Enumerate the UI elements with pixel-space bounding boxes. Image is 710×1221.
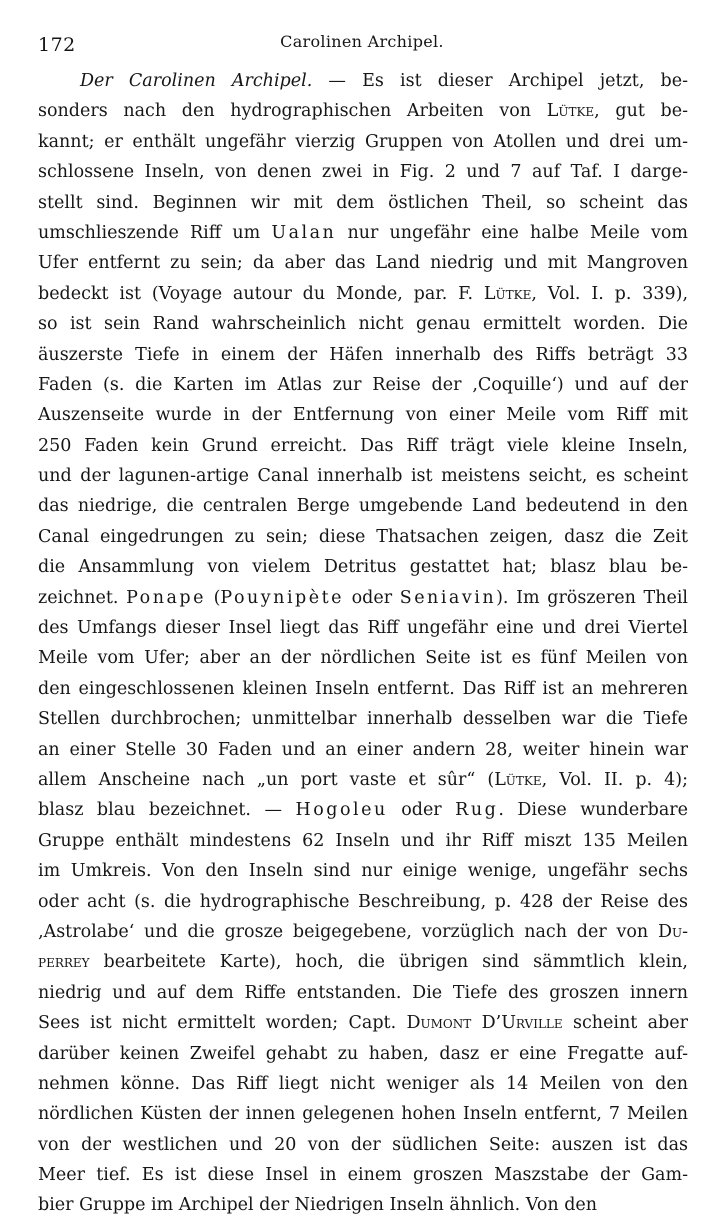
text-line (38, 856, 688, 886)
place-name: Pouynipète (220, 587, 344, 608)
text-segment: Sees ist nicht ermittelt worden; Capt. (38, 1013, 407, 1034)
place-name: Seniavin (399, 587, 497, 608)
text-line (38, 340, 688, 370)
text-line (38, 400, 688, 430)
section-heading: Der Carolinen Archipel. (80, 71, 313, 91)
page-header (32, 30, 692, 60)
author-name: Dumont D’Urville (406, 1013, 563, 1034)
text-line (38, 795, 688, 825)
text-segment: nördlichen Küsten der innen gelegenen hohen Inseln entfernt, 7 Meilen (38, 1104, 688, 1125)
text-segment: des Umfangs dieser Insel liegt das Riff ungefähr eine und drei Viertel (38, 618, 688, 639)
text-line (38, 1099, 688, 1129)
text-segment: , Vol. I. p. 339), (531, 283, 689, 304)
text-segment: Auszenseite wurde in der Entfernung von einer Meile vom Riff mit (38, 405, 688, 426)
text-line (38, 157, 688, 187)
text-line (38, 431, 688, 461)
text-segment: Faden (s. die Karten im Atlas zur Reise der ‚Coquille‘) und auf der (38, 374, 688, 395)
text-segment: , gut be- (594, 101, 689, 122)
text-line (38, 826, 688, 856)
author-name: Lütke (494, 769, 542, 790)
text-segment: ( (205, 587, 221, 608)
author-name: Lütke (483, 283, 532, 304)
place-name: Ualan (271, 222, 337, 243)
text-line (38, 552, 688, 582)
text-line (38, 96, 688, 126)
text-segment: kannt; er enthält ungefähr vierzig Gruppen von Atollen und drei um- (38, 131, 688, 152)
text-line (38, 917, 688, 947)
text-segment: nehmen könne. Das Riff liegt nicht weniger als 14 Meilen von den (38, 1073, 688, 1094)
text-line (38, 1130, 688, 1160)
text-segment: Gruppe enthält mindestens 62 Inseln und ihr Riff miszt 135 Meilen (38, 830, 688, 851)
text-segment: oder (344, 587, 400, 608)
text-segment: niedrig und auf dem Riffe entstanden. Die Tiefe des groszen innern (38, 982, 688, 1003)
text-segment: bearbeitete Karte), hoch, die übrigen sind sämmtlich klein, (89, 952, 688, 973)
text-segment: das niedrige, die centralen Berge umgebende Land bedeutend in den (38, 496, 688, 517)
place-name: Rug (455, 800, 499, 821)
text-segment: so ist sein Rand wahrscheinlich nicht genau ermittelt worden. Die (38, 314, 688, 335)
body-text (38, 66, 688, 1221)
text-line (38, 947, 688, 977)
author-name: perrey (38, 952, 90, 973)
text-line (38, 127, 688, 157)
text-line (38, 1008, 688, 1038)
text-segment: bier Gruppe im Archipel der Niedrigen Inseln ähnlich. Von den (38, 1195, 598, 1216)
text-line (38, 735, 688, 765)
text-segment: scheint aber (562, 1013, 688, 1034)
text-segment: Stellen durchbrochen; unmittelbar innerhalb desselben war die Tiefe (38, 709, 688, 730)
text-line (38, 309, 688, 339)
text-line (38, 613, 688, 643)
text-segment: bedeckt ist (Voyage autour du Monde, par. F. (38, 283, 484, 304)
text-segment: — Es ist dieser Archipel jetzt, be- (312, 71, 689, 91)
text-line (38, 1039, 688, 1069)
text-segment: nur ungefähr eine halbe Meile vom (336, 222, 688, 243)
text-line (38, 188, 688, 218)
text-segment: allem Anscheine nach „un port vaste et sûr“ ( (38, 769, 495, 790)
text-line (38, 704, 688, 734)
text-segment: Ufer entfernt zu sein; da aber das Land niedrig und mit Mangroven (38, 253, 688, 274)
text-segment: Canal eingedrungen zu sein; diese Thatsachen zeigen, dasz die Zeit (38, 526, 688, 547)
text-segment: zeichnet. (38, 587, 127, 608)
text-line (38, 461, 688, 491)
text-line (38, 583, 688, 613)
text-segment: von der westlichen und 20 von der südlichen Seite: auszen ist das (38, 1134, 688, 1155)
text-line (38, 765, 688, 795)
running-title: Carolinen Archipel. (280, 32, 444, 51)
text-segment: an einer Stelle 30 Faden und an einer andern 28, weiter hinein war (38, 739, 688, 760)
place-name: Hogoleu (295, 800, 388, 821)
text-segment: im Umkreis. Von den Inseln sind nur einige wenige, ungefähr sechs (38, 861, 688, 882)
text-segment: . Diese wunderbare (498, 800, 689, 821)
text-segment: sonders nach den hydrographischen Arbeiten von (38, 101, 547, 122)
text-segment: oder (387, 800, 456, 821)
text-segment: 250 Faden kein Grund erreicht. Das Riff trägt viele kleine Inseln, (38, 435, 688, 456)
page-number: 172 (38, 34, 76, 56)
text-segment: Meer tief. Es ist diese Insel in einem groszen Maszstabe der Gam- (38, 1165, 688, 1186)
text-line (38, 1160, 688, 1190)
text-line (38, 1069, 688, 1099)
text-segment: ‚Astrolabe‘ und die grosze beigegebene, vorzüglich nach der von (38, 921, 658, 942)
text-segment: oder acht (s. die hydrographische Beschreibung, p. 428 der Reise des (38, 891, 688, 912)
text-line (38, 491, 688, 521)
text-line (38, 370, 688, 400)
text-line (38, 218, 688, 248)
text-segment: darüber keinen Zweifel gehabt zu haben, dasz er eine Fregatte auf- (38, 1043, 688, 1064)
text-line (38, 522, 688, 552)
text-line (38, 674, 688, 704)
text-line (38, 978, 688, 1008)
text-segment: , Vol. II. p. 4); (541, 769, 688, 790)
text-segment: und der lagunen-artige Canal innerhalb ist meistens seicht, es scheint (38, 466, 688, 487)
text-segment: ). Im gröszeren Theil (496, 587, 689, 608)
text-line (38, 1190, 688, 1220)
text-segment: Meile vom Ufer; aber an der nördlichen Seite ist es fünf Meilen von (38, 648, 688, 669)
text-line (38, 279, 688, 309)
text-segment: schlossene Inseln, von denen zwei in Fig. 2 und 7 auf Taf. I darge- (38, 162, 688, 183)
author-name: Lütke (546, 101, 595, 122)
text-segment: den eingeschlossenen kleinen Inseln entfernt. Das Riff ist an mehreren (38, 678, 688, 699)
text-segment: die Ansammlung von vielem Detritus gestattet hat; blasz blau be- (38, 557, 688, 578)
text-line (38, 248, 688, 278)
text-line (38, 643, 688, 673)
place-name: Ponape (126, 587, 206, 608)
text-line (38, 66, 688, 96)
text-segment: umschlieszende Riff um (38, 222, 272, 243)
text-line (38, 887, 688, 917)
text-segment: äuszerste Tiefe in einem der Häfen innerhalb des Riffs beträgt 33 (38, 344, 688, 365)
author-name: Du- (657, 921, 688, 942)
text-segment: blasz blau bezeichnet. — (38, 800, 296, 821)
text-segment: stellt sind. Beginnen wir mit dem östlichen Theil, so scheint das (38, 192, 688, 213)
